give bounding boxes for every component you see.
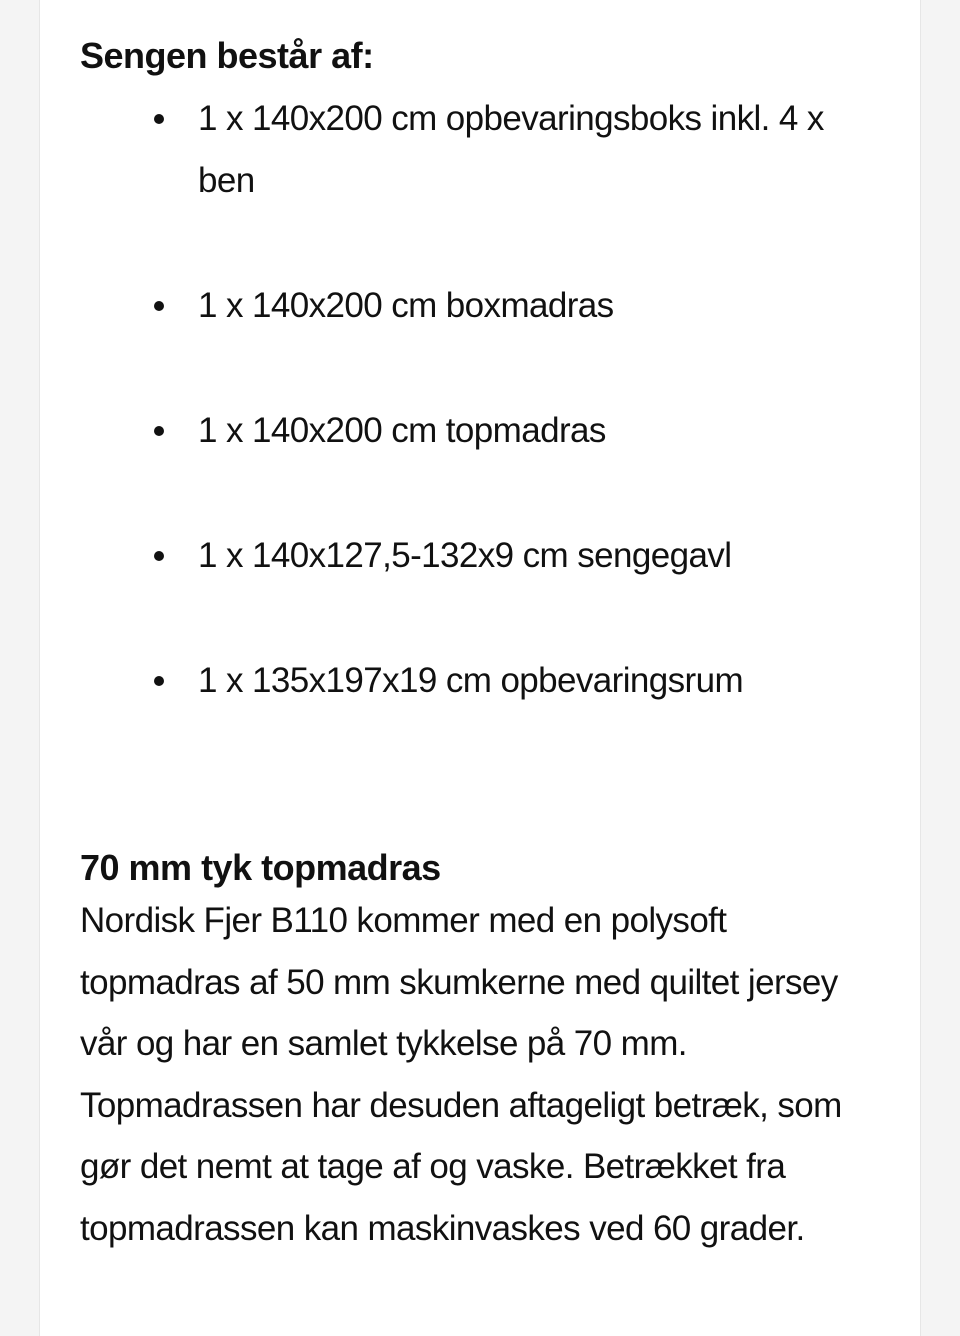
topmattress-description: Nordisk Fjer B110 kommer med en polysoft topmadras af 50 mm skumkerne med quiltet jersey vår og har en samlet tykkelse på 70 mm. Topmadrassen har desuden aftageligt betræk, som gør det nemt at tage af og vaske. Betrækket fra topmadrassen kan maskinvaskes ved 60 grader. [80,901,842,1248]
bullet-icon [154,426,164,436]
bullet-icon [154,551,164,561]
list-item [80,650,880,712]
list-item-text: 1 x 140x200 cm opbevaringsboks inkl. 4 x ben [198,99,824,200]
list-item [80,400,880,462]
list-item [80,88,880,212]
bullet-icon [154,301,164,311]
topmattress-section [80,846,890,1259]
list-item-text: 1 x 140x200 cm topmadras [198,411,606,450]
bullet-icon [154,676,164,686]
parts-list [80,88,880,775]
list-item-text: 1 x 135x197x19 cm opbevaringsrum [198,661,744,700]
list-item-text: 1 x 140x127,5-132x9 cm sengegavl [198,536,732,575]
list-item [80,275,880,337]
bullet-icon [154,114,164,124]
topmattress-heading: 70 mm tyk topmadras [80,847,441,888]
list-item-text: 1 x 140x200 cm boxmadras [198,286,614,325]
page-container [39,0,921,1336]
parts-heading: Sengen består af: [80,35,374,76]
list-item [80,525,880,587]
